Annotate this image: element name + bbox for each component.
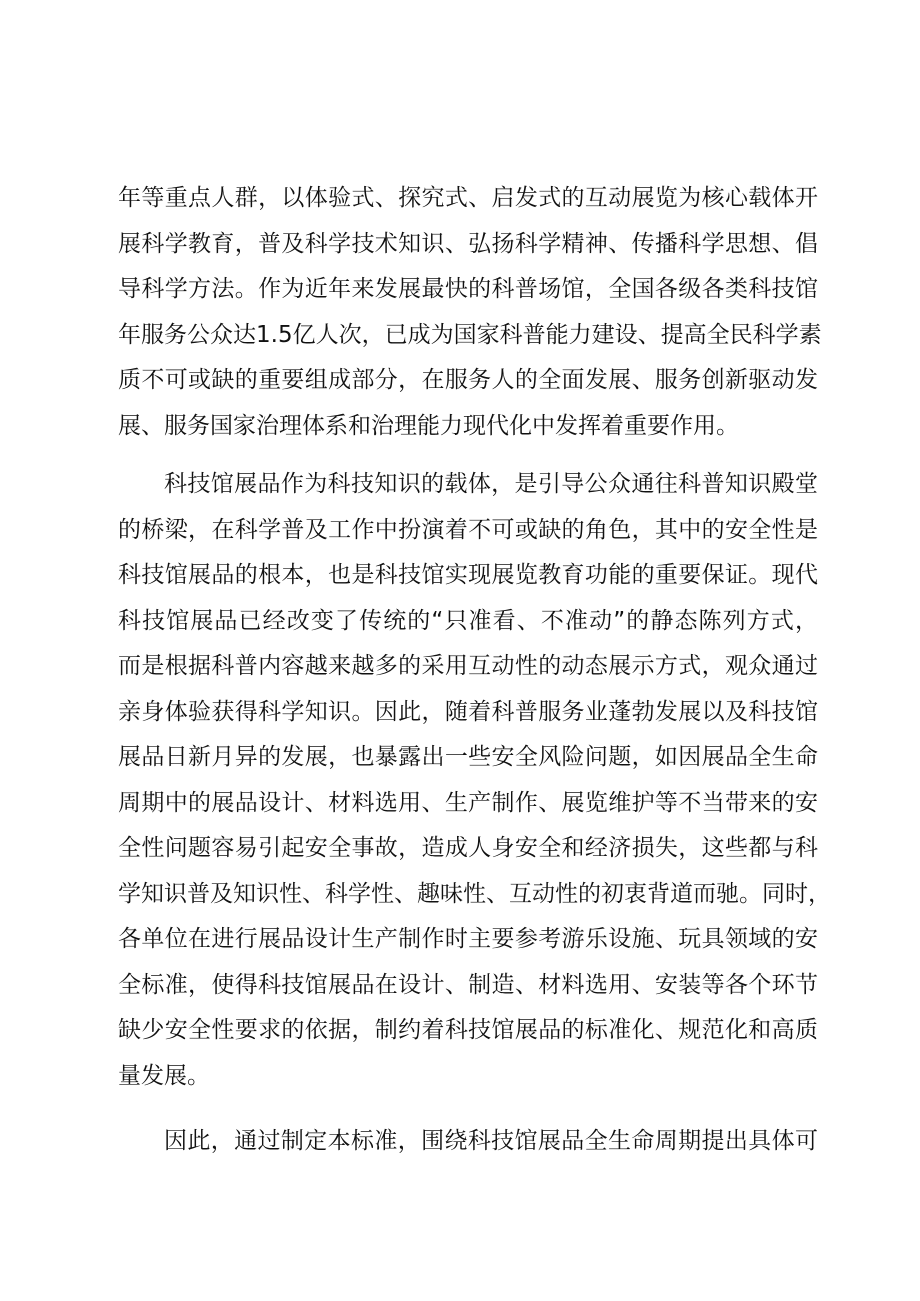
text-line: 年服务公众达1.5亿人次，已成为国家科普能力建设、提高全民科学素	[118, 321, 822, 348]
text-line: 各单位在进行展品设计生产制作时主要参考游乐设施、玩具领域的安	[118, 926, 818, 952]
body-text	[118, 176, 831, 1165]
text-line: 质不可或缺的重要组成部分，在服务人的全面发展、服务创新驱动发	[118, 367, 818, 393]
paragraph-1	[118, 176, 822, 449]
text-line: 科技馆展品已经改变了传统的“只准看、不准动”的静态陈列方式，	[118, 607, 818, 634]
text-line: 亲身体验获得科学知识。因此，随着科普服务业蓬勃发展以及科技馆	[118, 698, 818, 725]
text-line: 周期中的展品设计、材料选用、生产制作、展览维护等不当带来的安	[118, 789, 818, 816]
text-line: 年等重点人群，以体验式、探究式、启发式的互动展览为核心载体开	[118, 185, 818, 211]
text-line: 学知识普及知识性、科学性、趣味性、互动性的初衷背道而驰。同时，	[118, 880, 831, 907]
text-line: 展科学教育，普及科学技术知识、弘扬科学精神、传播科学思想、倡	[118, 230, 818, 257]
text-line: 缺少安全性要求的依据，制约着科技馆展品的标准化、规范化和高质	[118, 1017, 818, 1043]
text-line: 科技馆展品的根本，也是科技馆实现展览教育功能的重要保证。现代	[118, 562, 818, 588]
paragraph-2	[118, 462, 831, 1099]
text-line: 导科学方法。作为近年来发展最快的科普场馆，全国各级各类科技馆	[118, 276, 818, 302]
text-line: 科技馆展品作为科技知识的载体，是引导公众通往科普知识殿堂	[164, 471, 818, 497]
text-line: 全性问题容易引起安全事故，造成人身安全和经济损失，这些都与科	[118, 835, 818, 861]
text-line: 展品日新月异的发展，也暴露出一些安全风险问题，如因展品全生命	[118, 744, 818, 770]
text-line: 量发展。	[118, 1062, 210, 1089]
text-line: 全标准，使得科技馆展品在设计、制造、材料选用、安装等各个环节	[118, 971, 818, 998]
text-line: 而是根据科普内容越来越多的采用互动性的动态展示方式，观众通过	[118, 653, 818, 679]
text-line: 因此，通过制定本标准，围绕科技馆展品全生命周期提出具体可	[164, 1128, 818, 1154]
text-line: 展、服务国家治理体系和治理能力现代化中发挥着重要作用。	[118, 412, 739, 439]
paragraph-3	[118, 1119, 818, 1165]
text-line: 的桥梁，在科学普及工作中扮演着不可或缺的角色，其中的安全性是	[118, 516, 818, 543]
